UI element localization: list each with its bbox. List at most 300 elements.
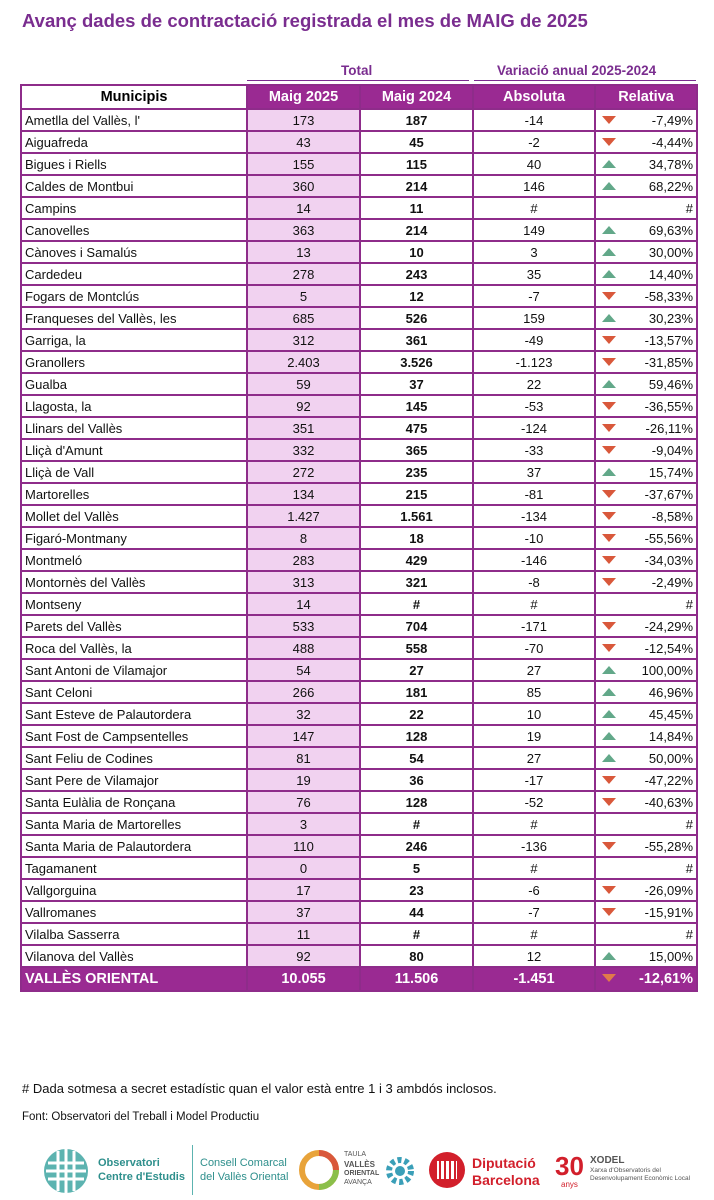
absoluta-value: 27 bbox=[473, 659, 595, 681]
relativa-text: 69,63% bbox=[648, 222, 693, 238]
maig-2024-value: 27 bbox=[360, 659, 473, 681]
maig-2025-value: 0 bbox=[247, 857, 360, 879]
relativa-text: # bbox=[685, 926, 693, 942]
relativa-value bbox=[595, 329, 697, 351]
triangle-down-icon bbox=[602, 798, 616, 806]
relativa-text: -4,44% bbox=[651, 134, 693, 150]
maig-2024-value: 181 bbox=[360, 681, 473, 703]
maig-2025-value: 266 bbox=[247, 681, 360, 703]
absoluta-value: -7 bbox=[473, 285, 595, 307]
municipi-name: Martorelles bbox=[21, 483, 247, 505]
maig-2024-value: 11.506 bbox=[360, 967, 473, 991]
relativa-text: 15,74% bbox=[648, 464, 693, 480]
relativa-text: 46,96% bbox=[648, 684, 693, 700]
absoluta-value: -7 bbox=[473, 901, 595, 923]
relativa-text: 14,84% bbox=[648, 728, 693, 744]
municipi-name: Fogars de Montclús bbox=[21, 285, 247, 307]
relativa-text: # bbox=[685, 816, 693, 832]
triangle-down-icon bbox=[602, 842, 616, 850]
triangle-up-icon bbox=[602, 710, 616, 718]
relativa-value bbox=[595, 571, 697, 593]
maig-2025-value: 14 bbox=[247, 197, 360, 219]
relativa-value bbox=[595, 483, 697, 505]
group-divider-variation bbox=[474, 80, 696, 81]
logo-bar bbox=[0, 1145, 714, 1195]
relativa-value bbox=[595, 153, 697, 175]
relativa-value bbox=[595, 131, 697, 153]
maig-2025-value: 685 bbox=[247, 307, 360, 329]
diputacio-seal-icon bbox=[426, 1145, 468, 1195]
maig-2025-value: 8 bbox=[247, 527, 360, 549]
table-row bbox=[21, 923, 697, 945]
absoluta-value: -33 bbox=[473, 439, 595, 461]
maig-2024-value: # bbox=[360, 593, 473, 615]
taula-logo bbox=[296, 1145, 420, 1195]
triangle-up-icon bbox=[602, 160, 616, 168]
municipi-name: Montseny bbox=[21, 593, 247, 615]
municipi-name: Lliçà d'Amunt bbox=[21, 439, 247, 461]
maig-2024-value: 321 bbox=[360, 571, 473, 593]
col-header-municipis: Municipis bbox=[21, 85, 247, 109]
municipi-name: VALLÈS ORIENTAL bbox=[21, 967, 247, 991]
maig-2025-value: 43 bbox=[247, 131, 360, 153]
municipi-name: Roca del Vallès, la bbox=[21, 637, 247, 659]
absoluta-value: # bbox=[473, 813, 595, 835]
maig-2025-value: 37 bbox=[247, 901, 360, 923]
absoluta-value: -52 bbox=[473, 791, 595, 813]
municipi-name: Llinars del Vallès bbox=[21, 417, 247, 439]
relativa-value bbox=[595, 109, 697, 131]
relativa-text: -2,49% bbox=[651, 574, 693, 590]
municipi-name: Santa Eulàlia de Ronçana bbox=[21, 791, 247, 813]
triangle-up-icon bbox=[602, 226, 616, 234]
absoluta-value: 10 bbox=[473, 703, 595, 725]
triangle-up-icon bbox=[602, 182, 616, 190]
absoluta-value: 159 bbox=[473, 307, 595, 329]
relativa-value bbox=[595, 725, 697, 747]
contracts-table bbox=[20, 84, 698, 992]
relativa-value bbox=[595, 791, 697, 813]
maig-2025-value: 17 bbox=[247, 879, 360, 901]
relativa-text: 34,78% bbox=[648, 156, 693, 172]
relativa-value bbox=[595, 901, 697, 923]
relativa-text: 100,00% bbox=[641, 662, 693, 678]
table-row bbox=[21, 439, 697, 461]
absoluta-value: # bbox=[473, 593, 595, 615]
table-row bbox=[21, 681, 697, 703]
absoluta-value: -2 bbox=[473, 131, 595, 153]
taula-line3: ORIENTAL bbox=[344, 1170, 380, 1177]
municipi-name: Sant Fost de Campsentelles bbox=[21, 725, 247, 747]
absoluta-value: # bbox=[473, 857, 595, 879]
maig-2024-value: 44 bbox=[360, 901, 473, 923]
maig-2025-value: 32 bbox=[247, 703, 360, 725]
table-row bbox=[21, 483, 697, 505]
absoluta-value: 12 bbox=[473, 945, 595, 967]
absoluta-value: 40 bbox=[473, 153, 595, 175]
absoluta-value: -124 bbox=[473, 417, 595, 439]
maig-2024-value: 365 bbox=[360, 439, 473, 461]
absoluta-value: -6 bbox=[473, 879, 595, 901]
relativa-value bbox=[595, 879, 697, 901]
relativa-value bbox=[595, 373, 697, 395]
col-header-relativa: Relativa bbox=[595, 85, 697, 109]
triangle-down-icon bbox=[602, 776, 616, 784]
maig-2025-value: 533 bbox=[247, 615, 360, 637]
absoluta-value: 37 bbox=[473, 461, 595, 483]
absoluta-value: -1.123 bbox=[473, 351, 595, 373]
triangle-up-icon bbox=[602, 732, 616, 740]
relativa-value bbox=[595, 307, 697, 329]
municipi-name: Sant Esteve de Palautordera bbox=[21, 703, 247, 725]
municipi-name: Tagamanent bbox=[21, 857, 247, 879]
triangle-down-icon bbox=[602, 424, 616, 432]
maig-2024-value: 37 bbox=[360, 373, 473, 395]
page-title: Avanç dades de contractació registrada el mes de MAIG de 2025 bbox=[22, 10, 588, 31]
triangle-down-icon bbox=[602, 512, 616, 520]
relativa-text: # bbox=[685, 860, 693, 876]
relativa-text: -26,09% bbox=[644, 882, 693, 898]
triangle-up-icon bbox=[602, 380, 616, 388]
municipi-name: Parets del Vallès bbox=[21, 615, 247, 637]
municipi-name: Gualba bbox=[21, 373, 247, 395]
municipi-name: Cardedeu bbox=[21, 263, 247, 285]
relativa-value bbox=[595, 813, 697, 835]
table-row bbox=[21, 329, 697, 351]
maig-2024-value: 526 bbox=[360, 307, 473, 329]
col-header-maig-2025: Maig 2025 bbox=[247, 85, 360, 109]
relativa-value bbox=[595, 527, 697, 549]
maig-2024-value: 558 bbox=[360, 637, 473, 659]
triangle-up-icon bbox=[602, 248, 616, 256]
absoluta-value: # bbox=[473, 197, 595, 219]
relativa-value bbox=[595, 945, 697, 967]
triangle-down-icon bbox=[602, 908, 616, 916]
table-row bbox=[21, 879, 697, 901]
relativa-value bbox=[595, 175, 697, 197]
triangle-down-icon bbox=[602, 556, 616, 564]
triangle-down-icon bbox=[602, 534, 616, 542]
maig-2024-value: # bbox=[360, 813, 473, 835]
table-row bbox=[21, 857, 697, 879]
table-row bbox=[21, 175, 697, 197]
table-row bbox=[21, 703, 697, 725]
table-row bbox=[21, 637, 697, 659]
maig-2025-value: 59 bbox=[247, 373, 360, 395]
absoluta-value: -146 bbox=[473, 549, 595, 571]
table-header-row bbox=[21, 85, 697, 109]
table-row bbox=[21, 153, 697, 175]
relativa-value bbox=[595, 703, 697, 725]
triangle-down-icon bbox=[602, 116, 616, 124]
absoluta-value: -136 bbox=[473, 835, 595, 857]
relativa-text: -12,54% bbox=[644, 640, 693, 656]
absoluta-value: 27 bbox=[473, 747, 595, 769]
triangle-down-icon bbox=[602, 446, 616, 454]
maig-2024-value: 1.561 bbox=[360, 505, 473, 527]
maig-2024-value: 10 bbox=[360, 241, 473, 263]
maig-2025-value: 134 bbox=[247, 483, 360, 505]
absoluta-value: 19 bbox=[473, 725, 595, 747]
municipi-name: Santa Maria de Martorelles bbox=[21, 813, 247, 835]
group-header-total: Total bbox=[341, 63, 373, 78]
group-divider-total bbox=[247, 80, 469, 81]
maig-2024-value: 361 bbox=[360, 329, 473, 351]
maig-2024-value: 246 bbox=[360, 835, 473, 857]
maig-2024-value: 128 bbox=[360, 791, 473, 813]
municipi-name: Bigues i Riells bbox=[21, 153, 247, 175]
maig-2025-value: 92 bbox=[247, 395, 360, 417]
relativa-value bbox=[595, 615, 697, 637]
maig-2025-value: 360 bbox=[247, 175, 360, 197]
relativa-text: -40,63% bbox=[644, 794, 693, 810]
observatori-logo bbox=[40, 1145, 200, 1195]
municipi-name: Vallgorguina bbox=[21, 879, 247, 901]
table-row bbox=[21, 615, 697, 637]
maig-2025-value: 13 bbox=[247, 241, 360, 263]
municipi-name: Santa Maria de Palautordera bbox=[21, 835, 247, 857]
relativa-text: -58,33% bbox=[644, 288, 693, 304]
relativa-value bbox=[595, 857, 697, 879]
maig-2025-value: 272 bbox=[247, 461, 360, 483]
absoluta-value: -53 bbox=[473, 395, 595, 417]
municipi-name: Franqueses del Vallès, les bbox=[21, 307, 247, 329]
xodel-line1: XODEL bbox=[590, 1155, 625, 1166]
maig-2024-value: 243 bbox=[360, 263, 473, 285]
table-row bbox=[21, 505, 697, 527]
absoluta-value: -81 bbox=[473, 483, 595, 505]
maig-2025-value: 313 bbox=[247, 571, 360, 593]
municipi-name: Sant Celoni bbox=[21, 681, 247, 703]
maig-2025-value: 283 bbox=[247, 549, 360, 571]
relativa-value bbox=[595, 461, 697, 483]
relativa-text: 30,00% bbox=[648, 244, 693, 260]
municipi-name: Sant Pere de Vilamajor bbox=[21, 769, 247, 791]
municipi-name: Campins bbox=[21, 197, 247, 219]
relativa-value bbox=[595, 351, 697, 373]
municipi-name: Mollet del Vallès bbox=[21, 505, 247, 527]
maig-2025-value: 278 bbox=[247, 263, 360, 285]
municipi-name: Figaró-Montmany bbox=[21, 527, 247, 549]
consell-logo bbox=[192, 1145, 293, 1195]
relativa-text: # bbox=[685, 596, 693, 612]
total-row bbox=[21, 967, 697, 991]
relativa-text: 50,00% bbox=[648, 750, 693, 766]
xodel-30: 30 bbox=[555, 1151, 584, 1181]
relativa-text: -47,22% bbox=[644, 772, 693, 788]
triangle-up-icon bbox=[602, 754, 616, 762]
triangle-up-icon bbox=[602, 314, 616, 322]
relativa-text: -55,56% bbox=[644, 530, 693, 546]
absoluta-value: -171 bbox=[473, 615, 595, 637]
absoluta-value: # bbox=[473, 923, 595, 945]
relativa-value bbox=[595, 593, 697, 615]
col-header-maig-2024: Maig 2024 bbox=[360, 85, 473, 109]
absoluta-value: -70 bbox=[473, 637, 595, 659]
maig-2024-value: 704 bbox=[360, 615, 473, 637]
maig-2025-value: 11 bbox=[247, 923, 360, 945]
relativa-text: -26,11% bbox=[645, 420, 693, 436]
maig-2025-value: 312 bbox=[247, 329, 360, 351]
relativa-text: -15,91% bbox=[644, 904, 693, 920]
relativa-value bbox=[595, 681, 697, 703]
table-row bbox=[21, 263, 697, 285]
maig-2024-value: 3.526 bbox=[360, 351, 473, 373]
relativa-text: -36,55% bbox=[644, 398, 693, 414]
absoluta-value: -17 bbox=[473, 769, 595, 791]
maig-2025-value: 14 bbox=[247, 593, 360, 615]
table-row bbox=[21, 945, 697, 967]
triangle-up-icon bbox=[602, 666, 616, 674]
absoluta-value: -14 bbox=[473, 109, 595, 131]
triangle-down-icon bbox=[602, 644, 616, 652]
maig-2024-value: 128 bbox=[360, 725, 473, 747]
maig-2024-value: 475 bbox=[360, 417, 473, 439]
table-row bbox=[21, 747, 697, 769]
maig-2024-value: 214 bbox=[360, 219, 473, 241]
table-row bbox=[21, 241, 697, 263]
relativa-text: 15,00% bbox=[648, 948, 693, 964]
absoluta-value: 149 bbox=[473, 219, 595, 241]
relativa-value bbox=[595, 285, 697, 307]
municipi-name: Montornès del Vallès bbox=[21, 571, 247, 593]
maig-2025-value: 110 bbox=[247, 835, 360, 857]
relativa-text: -55,28% bbox=[644, 838, 693, 854]
xodel-anys: anys bbox=[561, 1180, 578, 1189]
table-row bbox=[21, 351, 697, 373]
taula-ring-icon bbox=[296, 1145, 342, 1195]
municipi-name: Sant Feliu de Codines bbox=[21, 747, 247, 769]
table-row bbox=[21, 285, 697, 307]
maig-2025-value: 2.403 bbox=[247, 351, 360, 373]
triangle-up-icon bbox=[602, 688, 616, 696]
observatori-line2: Centre d'Estudis bbox=[98, 1171, 185, 1183]
table-row bbox=[21, 527, 697, 549]
diputacio-line2: Barcelona bbox=[472, 1172, 540, 1188]
maig-2025-value: 92 bbox=[247, 945, 360, 967]
maig-2024-value: 5 bbox=[360, 857, 473, 879]
relativa-value bbox=[595, 219, 697, 241]
maig-2024-value: 80 bbox=[360, 945, 473, 967]
municipi-name: Caldes de Montbui bbox=[21, 175, 247, 197]
municipi-name: Vilanova del Vallès bbox=[21, 945, 247, 967]
relativa-value bbox=[595, 241, 697, 263]
maig-2025-value: 54 bbox=[247, 659, 360, 681]
relativa-value bbox=[595, 659, 697, 681]
absoluta-value: 3 bbox=[473, 241, 595, 263]
table-row bbox=[21, 109, 697, 131]
absoluta-value: 35 bbox=[473, 263, 595, 285]
maig-2024-value: 18 bbox=[360, 527, 473, 549]
observatori-line1: Observatori bbox=[98, 1157, 160, 1169]
xodel-logo bbox=[555, 1145, 714, 1195]
table-row bbox=[21, 197, 697, 219]
triangle-down-icon bbox=[602, 402, 616, 410]
relativa-value bbox=[595, 923, 697, 945]
municipi-name: Montmeló bbox=[21, 549, 247, 571]
relativa-text: -13,57% bbox=[644, 332, 693, 348]
triangle-down-icon bbox=[602, 974, 616, 982]
maig-2024-value: 214 bbox=[360, 175, 473, 197]
relativa-value bbox=[595, 505, 697, 527]
relativa-text: 14,40% bbox=[648, 266, 693, 282]
maig-2024-value: 215 bbox=[360, 483, 473, 505]
relativa-value bbox=[595, 835, 697, 857]
relativa-text: 68,22% bbox=[648, 178, 693, 194]
maig-2025-value: 147 bbox=[247, 725, 360, 747]
municipi-name: Llagosta, la bbox=[21, 395, 247, 417]
triangle-down-icon bbox=[602, 336, 616, 344]
maig-2024-value: 187 bbox=[360, 109, 473, 131]
triangle-up-icon bbox=[602, 468, 616, 476]
relativa-value bbox=[595, 967, 697, 991]
relativa-text: # bbox=[685, 200, 693, 216]
maig-2024-value: 54 bbox=[360, 747, 473, 769]
taula-line1: TAULA bbox=[344, 1151, 367, 1158]
consell-line1: Consell Comarcal bbox=[200, 1157, 287, 1169]
triangle-down-icon bbox=[602, 578, 616, 586]
table-row bbox=[21, 769, 697, 791]
diputacio-line1: Diputació bbox=[472, 1155, 536, 1171]
relativa-text: -31,85% bbox=[644, 354, 693, 370]
table-row bbox=[21, 131, 697, 153]
maig-2025-value: 19 bbox=[247, 769, 360, 791]
municipi-name: Cànoves i Samalús bbox=[21, 241, 247, 263]
maig-2024-value: 145 bbox=[360, 395, 473, 417]
municipi-name: Garriga, la bbox=[21, 329, 247, 351]
maig-2025-value: 10.055 bbox=[247, 967, 360, 991]
maig-2025-value: 155 bbox=[247, 153, 360, 175]
relativa-value bbox=[595, 417, 697, 439]
taula-line4: AVANÇA bbox=[344, 1179, 372, 1186]
absoluta-value: 85 bbox=[473, 681, 595, 703]
triangle-up-icon bbox=[602, 952, 616, 960]
gear-icon bbox=[382, 1153, 418, 1189]
municipi-name: Canovelles bbox=[21, 219, 247, 241]
absoluta-value: 22 bbox=[473, 373, 595, 395]
triangle-down-icon bbox=[602, 622, 616, 630]
maig-2024-value: 12 bbox=[360, 285, 473, 307]
relativa-value bbox=[595, 549, 697, 571]
group-header-variation: Variació anual 2025-2024 bbox=[497, 63, 657, 78]
relativa-text: 45,45% bbox=[648, 706, 693, 722]
table-row bbox=[21, 901, 697, 923]
maig-2025-value: 76 bbox=[247, 791, 360, 813]
table-row bbox=[21, 659, 697, 681]
triangle-up-icon bbox=[602, 270, 616, 278]
absoluta-value: -134 bbox=[473, 505, 595, 527]
table-row bbox=[21, 835, 697, 857]
footnote: # Dada sotmesa a secret estadístic quan el valor està entre 1 i 3 ambdós inclosos. bbox=[22, 1081, 497, 1096]
relativa-value bbox=[595, 769, 697, 791]
municipi-name: Ametlla del Vallès, l' bbox=[21, 109, 247, 131]
absoluta-value: -49 bbox=[473, 329, 595, 351]
table-row bbox=[21, 571, 697, 593]
relativa-text: -12,61% bbox=[638, 971, 693, 987]
table-row bbox=[21, 395, 697, 417]
relativa-text: 59,46% bbox=[648, 376, 693, 392]
triangle-down-icon bbox=[602, 138, 616, 146]
table-row bbox=[21, 725, 697, 747]
col-header-absoluta: Absoluta bbox=[473, 85, 595, 109]
absoluta-value: -10 bbox=[473, 527, 595, 549]
maig-2024-value: 235 bbox=[360, 461, 473, 483]
triangle-down-icon bbox=[602, 358, 616, 366]
maig-2024-value: 23 bbox=[360, 879, 473, 901]
maig-2024-value: 115 bbox=[360, 153, 473, 175]
table-row bbox=[21, 593, 697, 615]
absoluta-value: 146 bbox=[473, 175, 595, 197]
